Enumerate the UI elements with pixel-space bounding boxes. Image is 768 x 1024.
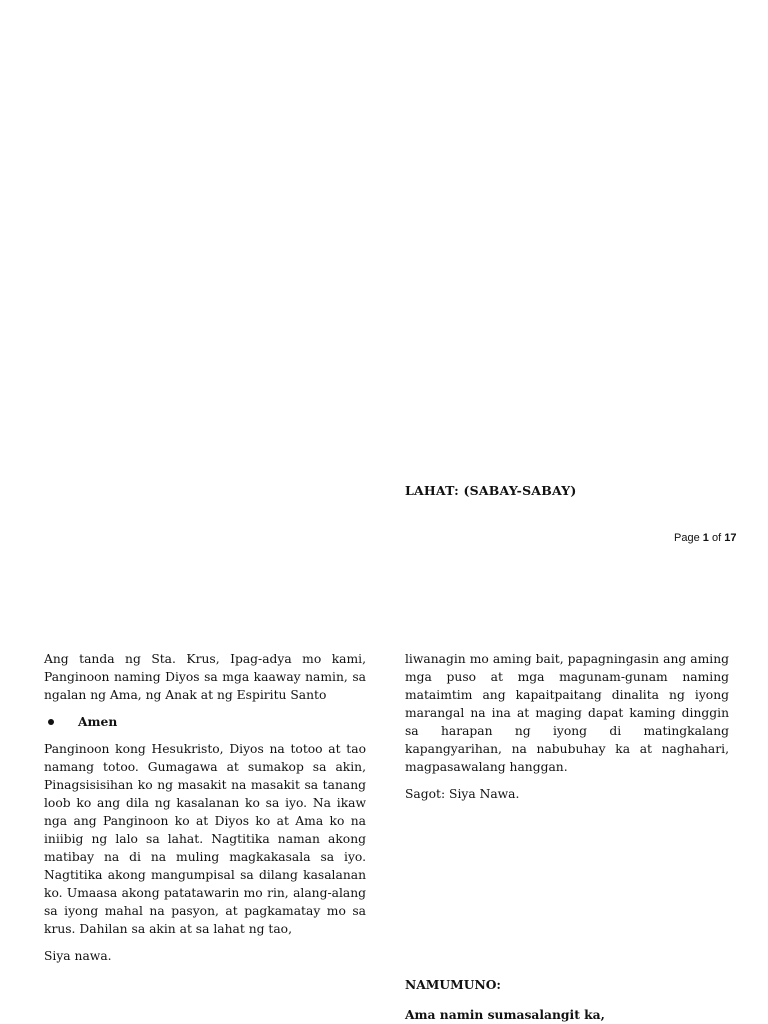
page-number (674, 532, 736, 544)
section-heading-lahat: LAHAT: (SABAY-SABAY) (405, 483, 577, 498)
paragraph-act-of-contrition: Panginoon kong Hesukristo, Diyos na totoo at tao namang totoo. Gumagawa at sumakop sa akin, Pinagsisisihan ko ng masakit na masakit sa tanang loob ko ang dila ng kasalanan ko sa iyo. Na ikaw nga ang Panginoon ko at Diyos ko at Ama ko na iniibig ng lalo sa lahat. Nagtitika naman akong matibay na di na muling magkakasala sa iyo. Nagtitika akong mangumpisal sa dilang kasalanan ko. Umaasa akong patatawarin mo rin, alang-alang sa iyong mahal na pasyon, at pagkamatay mo sa krus. Dahilan sa akin at sa lahat ng tao, (44, 742, 366, 936)
bullet-item (44, 713, 366, 731)
paragraph-siya-nawa: Siya nawa. (44, 949, 112, 963)
page-of: of (711, 532, 722, 544)
page-total: 17 (724, 532, 737, 544)
page-prefix: Page (674, 532, 700, 544)
paragraph-prayer-continuation: liwanagin mo aming bait, papagningasin ang aming mga puso at mga magunam-gunam naming mataimtim ang kapaitpaitang dinalita ng iyong marangal na ina at maging dapat kaming dinggin sa harapan ng iyong di matingkalang kapangyarihan, na nabubuhay ka at naghahari, magpasawalang hanggan. (405, 652, 729, 774)
paragraph-sign-of-cross: Ang tanda ng Sta. Krus, Ipag-adya mo kami, Panginoon naming Diyos sa mga kaaway namin, sa ngalan ng Ama, ng Anak at ng Espiritu Santo (44, 652, 366, 702)
paragraph-sagot: Sagot: Siya Nawa. (405, 787, 520, 801)
left-column (44, 650, 366, 965)
right-column (405, 650, 729, 803)
paragraph-ama-namin: Ama namin sumasalangit ka, (405, 1007, 605, 1022)
bullet-item-label: Amen (78, 714, 118, 729)
section-heading-namumuno: NAMUMUNO: (405, 977, 501, 992)
page-current: 1 (702, 532, 709, 544)
bullet-list (44, 713, 366, 731)
bullet-dot-icon (48, 719, 54, 725)
